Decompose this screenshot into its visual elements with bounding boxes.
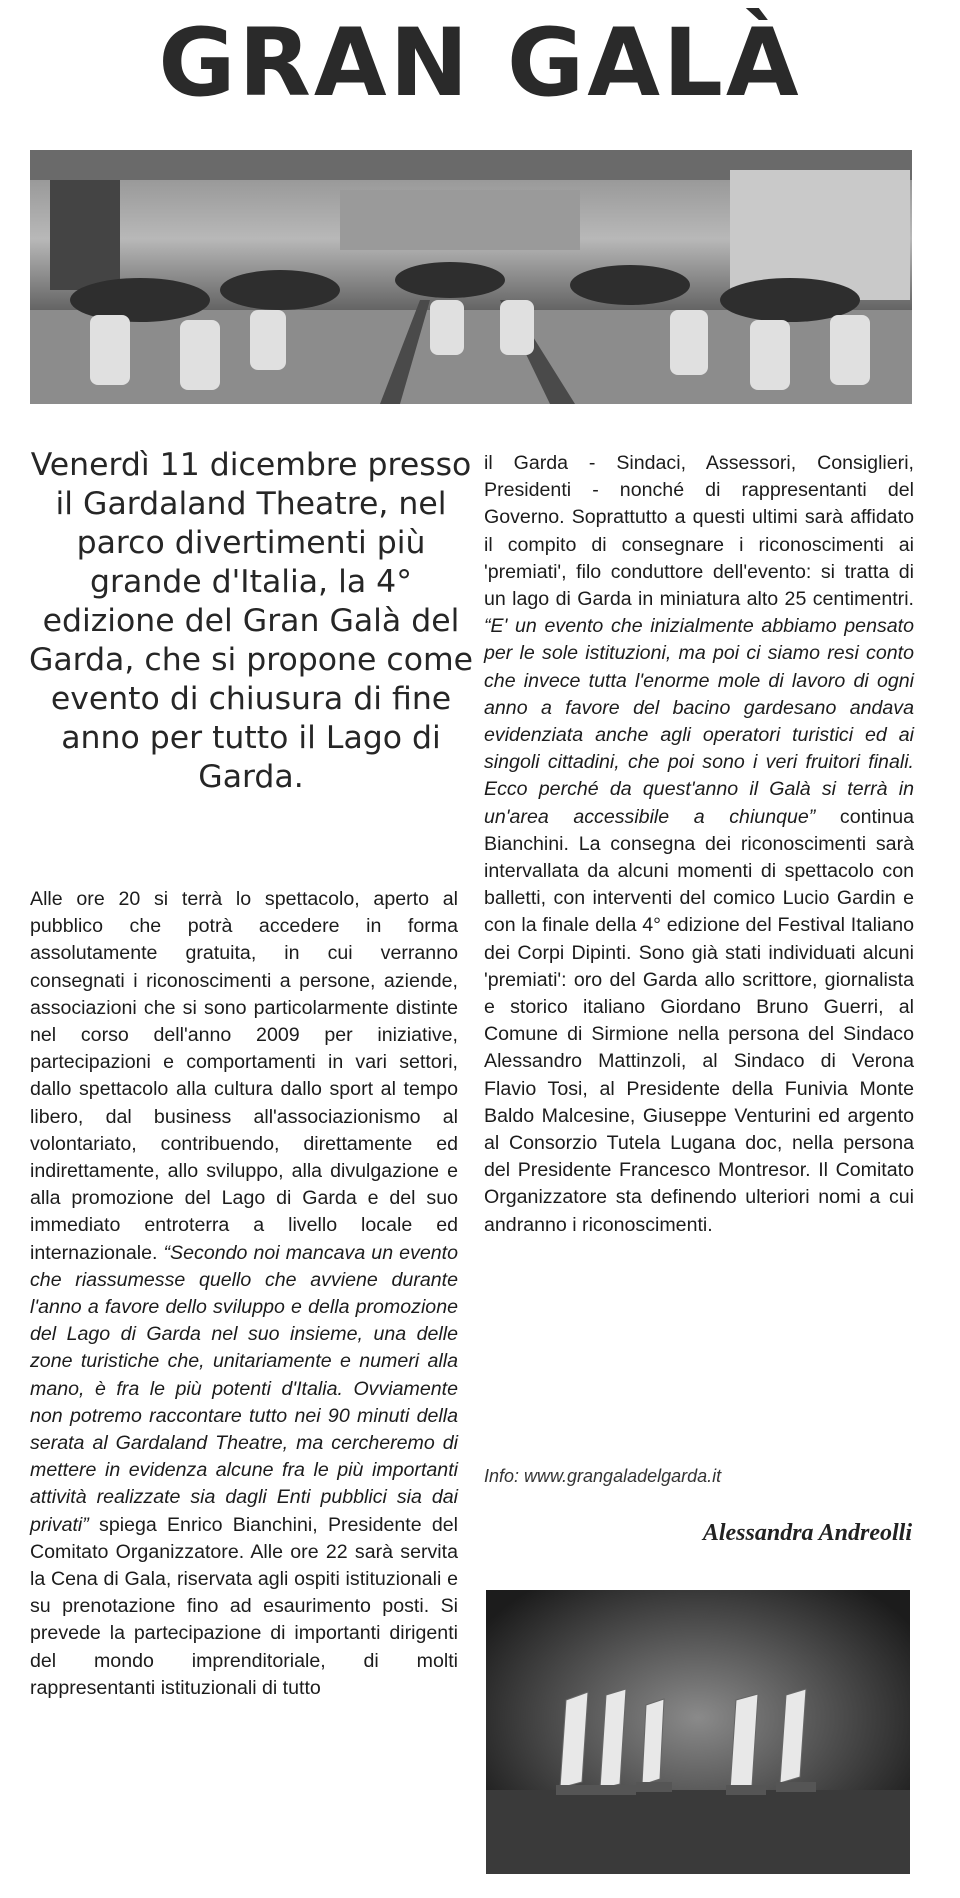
body-right-text-2: continua Bianchini. La consegna dei riconoscimenti sarà intervallata da alcuni momenti di spettacolo con balletti, con interventi del comico Lucio Gardin e con la finale della 4° edizione del Festival Italiano dei Corpi Dipinti. Sono già stati individuati alcuni 'premiati': oro del Garda allo scrittore, giornalista e storico italiano Giordano Bruno Guerri, al Comune di Sirmione nella persona del Sindaco Alessandro Mattinzoli, al Sindaco di Verona Flavio Tosi, al Presidente della Funivia Monte Baldo Malcesine, Giuseppe Venturini ed argento al Consorzio Tutela Lugana doc, nella persona del Presidente Francesco Montresor. Il Comitato Organizzatore sta definendo ulteriori nomi a cui andranno i riconoscimenti. [484, 805, 914, 1236]
body-left-text-1: Alle ore 20 si terrà lo spettacolo, aperto al pubblico che potrà accedere in forma assolutamente gratuita, in cui verranno consegnati i riconoscimenti a persone, aziende, associazioni che si sono particolarmente distinte nel corso dell'anno 2009 per iniziative, partecipazioni e comportamenti in vari settori, dallo spettacolo alla cultura dallo sport al tempo libero, dal business all'associazionismo al volontariato, contribuendo, direttamente ed indirettamente, allo sviluppo, alla divulgazione e alla promozione del Lago di Garda e del suo immediato entroterra a livello locale ed internazionale. [30, 888, 458, 1264]
gala-dinner-photo [30, 150, 912, 404]
body-right-text-1: il Garda - Sindaci, Assessori, Consiglieri, Presidenti - nonché di rappresentanti del Governo. Soprattutto a questi ultimi sarà affidato il compito di consegnare i riconoscimenti ai 'premiati', filo conduttore dell'evento: si tratta di un lago di Garda in miniatura alto 25 centimentri. [484, 452, 914, 611]
trophy-photo [486, 1590, 910, 1874]
info-link: Info: www.grangaladelgarda.it [484, 1466, 722, 1486]
body-right-quote: “E' un evento che inizialmente abbiamo pensato per le sole istituzioni, ma poi ci siamo resi conto che invece tutta l'enorme mole di lavoro di ogni anno a favore del bacino gardesano andava evidenziata anche agli operatori turistici ed ai singoli cittadini, che poi sono i veri fruitori finali. Ecco perché da quest'anno il Galà si terrà in un'area accessibile a chiunque” [484, 615, 914, 828]
body-column-left [30, 886, 458, 1702]
author-byline: Alessandra Andreolli [702, 1520, 912, 1546]
body-left-text-2: spiega Enrico Bianchini, Presidente del Comitato Organizzatore. Alle ore 22 sarà servita la Cena di Gala, riservata agli ospiti istituzionali e su prenotazione fino ad esaurimento posti. Si prevede la partecipazione di importanti dirigenti del mondo imprenditoriale, di molti rappresentanti istituzionali di tutto [30, 1513, 458, 1699]
article-title: GRAN GALÀ [158, 9, 802, 118]
article-intro: Venerdì 11 dicembre presso il Gardaland Theatre, nel parco divertimenti più grande d'Italia, la 4° edizione del Gran Galà del Garda, che si propone come evento di chiusura di fine anno per tutto il Lago di Garda. [28, 447, 474, 795]
body-column-right [484, 450, 914, 1239]
body-left-quote: “Secondo noi mancava un evento che riassumesse quello che avviene durante l'anno a favore dello sviluppo e della promozione del Lago di Garda nel suo insieme, una delle zone turistiche che, unitariamente e numeri alla mano, è fra le più potenti d'Italia. Ovviamente non potremo raccontare tutto nei 90 minuti della serata al Gardaland Theatre, ma cercheremo di mettere in evidenza alcune fra le più importanti attività realizzate sia dagli Enti pubblici sia dai privati” [30, 1241, 458, 1536]
